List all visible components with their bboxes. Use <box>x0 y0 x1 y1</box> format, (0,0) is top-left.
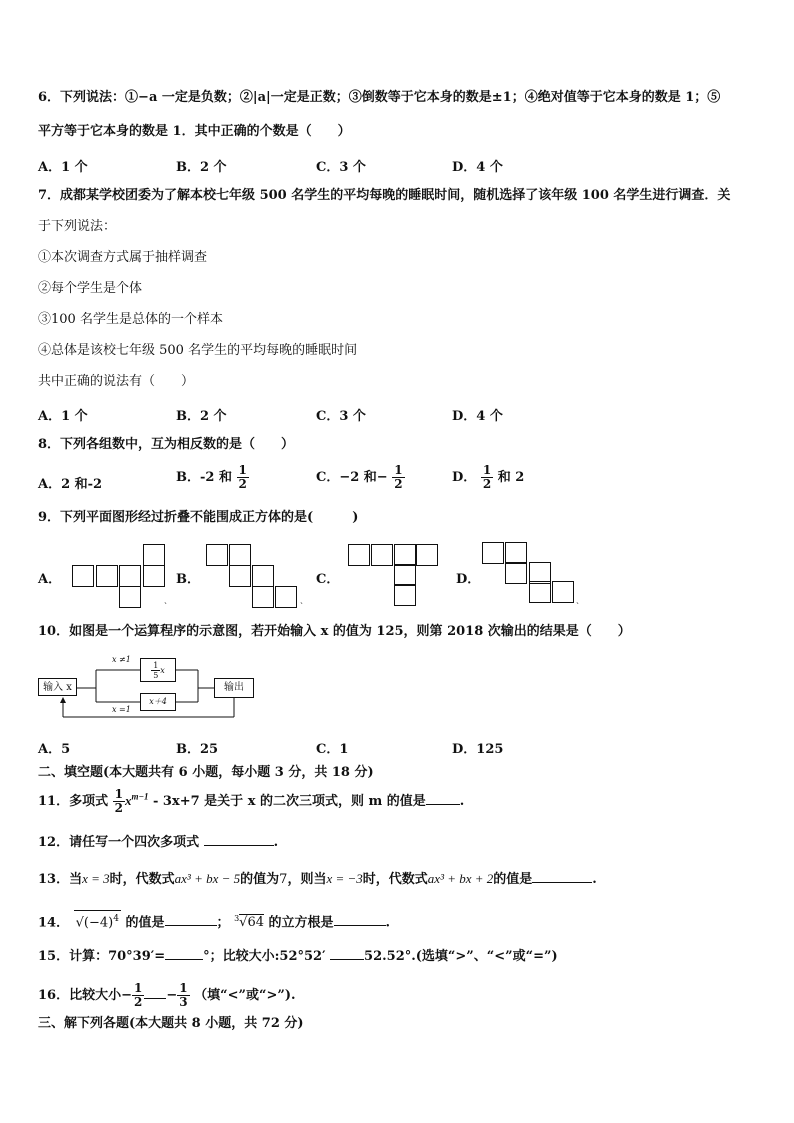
q12: 12．请任写一个四次多项式 . <box>38 835 279 850</box>
q13-value: 7 <box>279 872 288 887</box>
flowchart-op-bottom: x＋4 <box>140 693 176 711</box>
q16-answer-blank[interactable] <box>144 986 166 999</box>
q6-line1: 6．下列说法：①−a 一定是负数；②|a|一定是正数；③倒数等于它本身的数是±1；④绝对值等于它本身的数是 1；⑤ <box>38 90 721 105</box>
q7-option-b: B．2 个 <box>176 409 227 424</box>
q13-expr-1: ax³ + bx − 5 <box>174 871 241 886</box>
flowchart <box>38 654 256 722</box>
q7-option-a: A．1 个 <box>38 409 88 424</box>
q11-var: x <box>124 793 132 808</box>
q7-statement-3: ③100 名学生是总体的一个样本 <box>38 312 223 327</box>
q15-answer-blank-1[interactable] <box>165 947 203 960</box>
q8-option-d-suffix: 和 2 <box>497 470 525 485</box>
q6-option-a: A．1 个 <box>38 160 88 175</box>
q8-option-b-label: B．-2 和 <box>176 470 232 485</box>
q11-fraction: $\frac{1}{2}$ <box>114 787 123 815</box>
q13-cond-2: x = −3 <box>326 871 363 886</box>
q11: 11．多项式 $\frac{1}{2}$ $x^{m-1} - 3x+7$ 是关于 x 的二次三项式，则 m 的值是 . <box>38 787 465 815</box>
q11-exp: m−1 <box>131 791 149 802</box>
q8-text: 8．下列各组数中，互为相反数的是（ ） <box>38 437 295 452</box>
q9-label-b: B． <box>176 572 200 587</box>
q7-statement-2: ②每个学生是个体 <box>38 281 143 296</box>
q13: 13．当x = 3时，代数式ax³ + bx − 5的值为7，则当x = −3时，代数式ax³ + bx + 2的值是 . <box>38 871 597 887</box>
flowchart-input-box: 输入 x <box>38 678 77 696</box>
q11-label: 11．多项式 <box>38 794 109 809</box>
q13-expr-2: ax³ + bx + 2 <box>427 871 494 886</box>
q7-line1: 7．成都某学校团委为了解本校七年级 500 名学生的平均每晚的睡眠时间，随机选择了该年级 100 名学生进行调查．关 <box>38 188 731 203</box>
q13-cond-1: x = 3 <box>82 871 110 886</box>
q6-option-b: B．2 个 <box>176 160 227 175</box>
q6-option-d: D．4 个 <box>452 160 503 175</box>
q7-ask: 共中正确的说法有（ ） <box>38 374 195 389</box>
q16-fraction-1: $\frac{1}{2}$ <box>133 981 143 1009</box>
q13-answer-blank[interactable] <box>532 870 592 883</box>
q16-fraction-2: $\frac{1}{3}$ <box>179 981 188 1009</box>
q8-option-a: A．2 和-2 <box>38 477 103 492</box>
q7-option-c: C．3 个 <box>316 409 366 424</box>
flowchart-cond-bottom: x =1 <box>112 705 131 714</box>
q7-statement-4: ④总体是该校七年级 500 名学生的平均每晚的睡眠时间 <box>38 343 358 358</box>
q14-answer-blank-1[interactable] <box>165 913 217 926</box>
q8-option-d-fraction: $\frac{1}{2}$ <box>482 463 492 491</box>
q7-line2: 于下列说法： <box>38 219 117 234</box>
q14-sqrt: $√(-4)^4$ <box>74 910 121 931</box>
q9-label-d: D． <box>456 572 481 587</box>
q8-option-d-label: D． <box>452 470 477 485</box>
section-2-heading: 二、填空题(本大题共有 6 小题，每小题 3 分，共 18 分) <box>38 765 374 780</box>
q10-text: 10．如图是一个运算程序的示意图，若开始输入 x 的值为 125，则第 2018 次输出的结果是（ ） <box>38 624 631 639</box>
q12-text: 12．请任写一个四次多项式 <box>38 835 200 850</box>
q9-label-a: A． <box>38 572 62 587</box>
q15-answer-blank-2[interactable] <box>330 947 364 960</box>
section-3-heading: 三、解下列各题(本大题共 8 小题，共 72 分) <box>38 1016 304 1031</box>
q9-text: 9．下列平面图形经过折叠不能围成正方体的是( ) <box>38 510 359 525</box>
q16: 16．比较大小− $\frac{1}{2}$ − $\frac{1}{3}$ （填“<”或“>”). <box>38 981 296 1009</box>
q10-option-d: D．125 <box>452 742 504 757</box>
q14-answer-blank-2[interactable] <box>334 913 386 926</box>
q11-text: - 3x+7 是关于 x 的二次三项式，则 m 的值是 <box>152 794 426 809</box>
q10-option-b: B．25 <box>176 742 219 757</box>
q8-option-b-fraction: $\frac{1}{2}$ <box>238 463 247 491</box>
q10-option-c: C．1 <box>316 742 349 757</box>
flowchart-output-box: 输出 <box>214 678 254 698</box>
q10-option-a: A．5 <box>38 742 71 757</box>
q8-option-c <box>316 464 405 491</box>
q6-option-c: C．3 个 <box>316 160 366 175</box>
q8-option-c-fraction: $\frac{1}{2}$ <box>394 463 403 491</box>
q11-answer-blank[interactable] <box>426 792 460 805</box>
q8-option-b <box>176 464 249 491</box>
scan-mark-b: ˏ <box>300 595 303 605</box>
q8-option-d <box>452 464 524 491</box>
scan-mark-d: ˏ <box>576 595 579 605</box>
q7-option-d: D．4 个 <box>452 409 503 424</box>
q14: 14． $√(-4)^4$ 的值是 ； $^3$√64 的立方根是 . <box>38 910 390 931</box>
q8-option-c-label: C．−2 和− <box>316 470 388 485</box>
q14-cube-root: √64 <box>239 915 264 931</box>
flowchart-op-top: $\frac{1}{5}$ x <box>140 658 176 682</box>
q14-cube-index: 3 <box>234 914 240 923</box>
flowchart-cond-top: x ≠1 <box>112 655 131 664</box>
q7-statement-1: ①本次调查方式属于抽样调查 <box>38 250 208 265</box>
q9-label-c: C． <box>316 572 340 587</box>
q15: 15．计算：70°39′= °；比较大小:52°52′ 52.52°.(选填“>”、“<”或“=”) <box>38 949 558 964</box>
q6-line2: 平方等于它本身的数是 1．其中正确的个数是（ ） <box>38 124 351 139</box>
scan-mark-a: ˏ <box>164 595 167 605</box>
q12-answer-blank[interactable] <box>204 833 274 846</box>
